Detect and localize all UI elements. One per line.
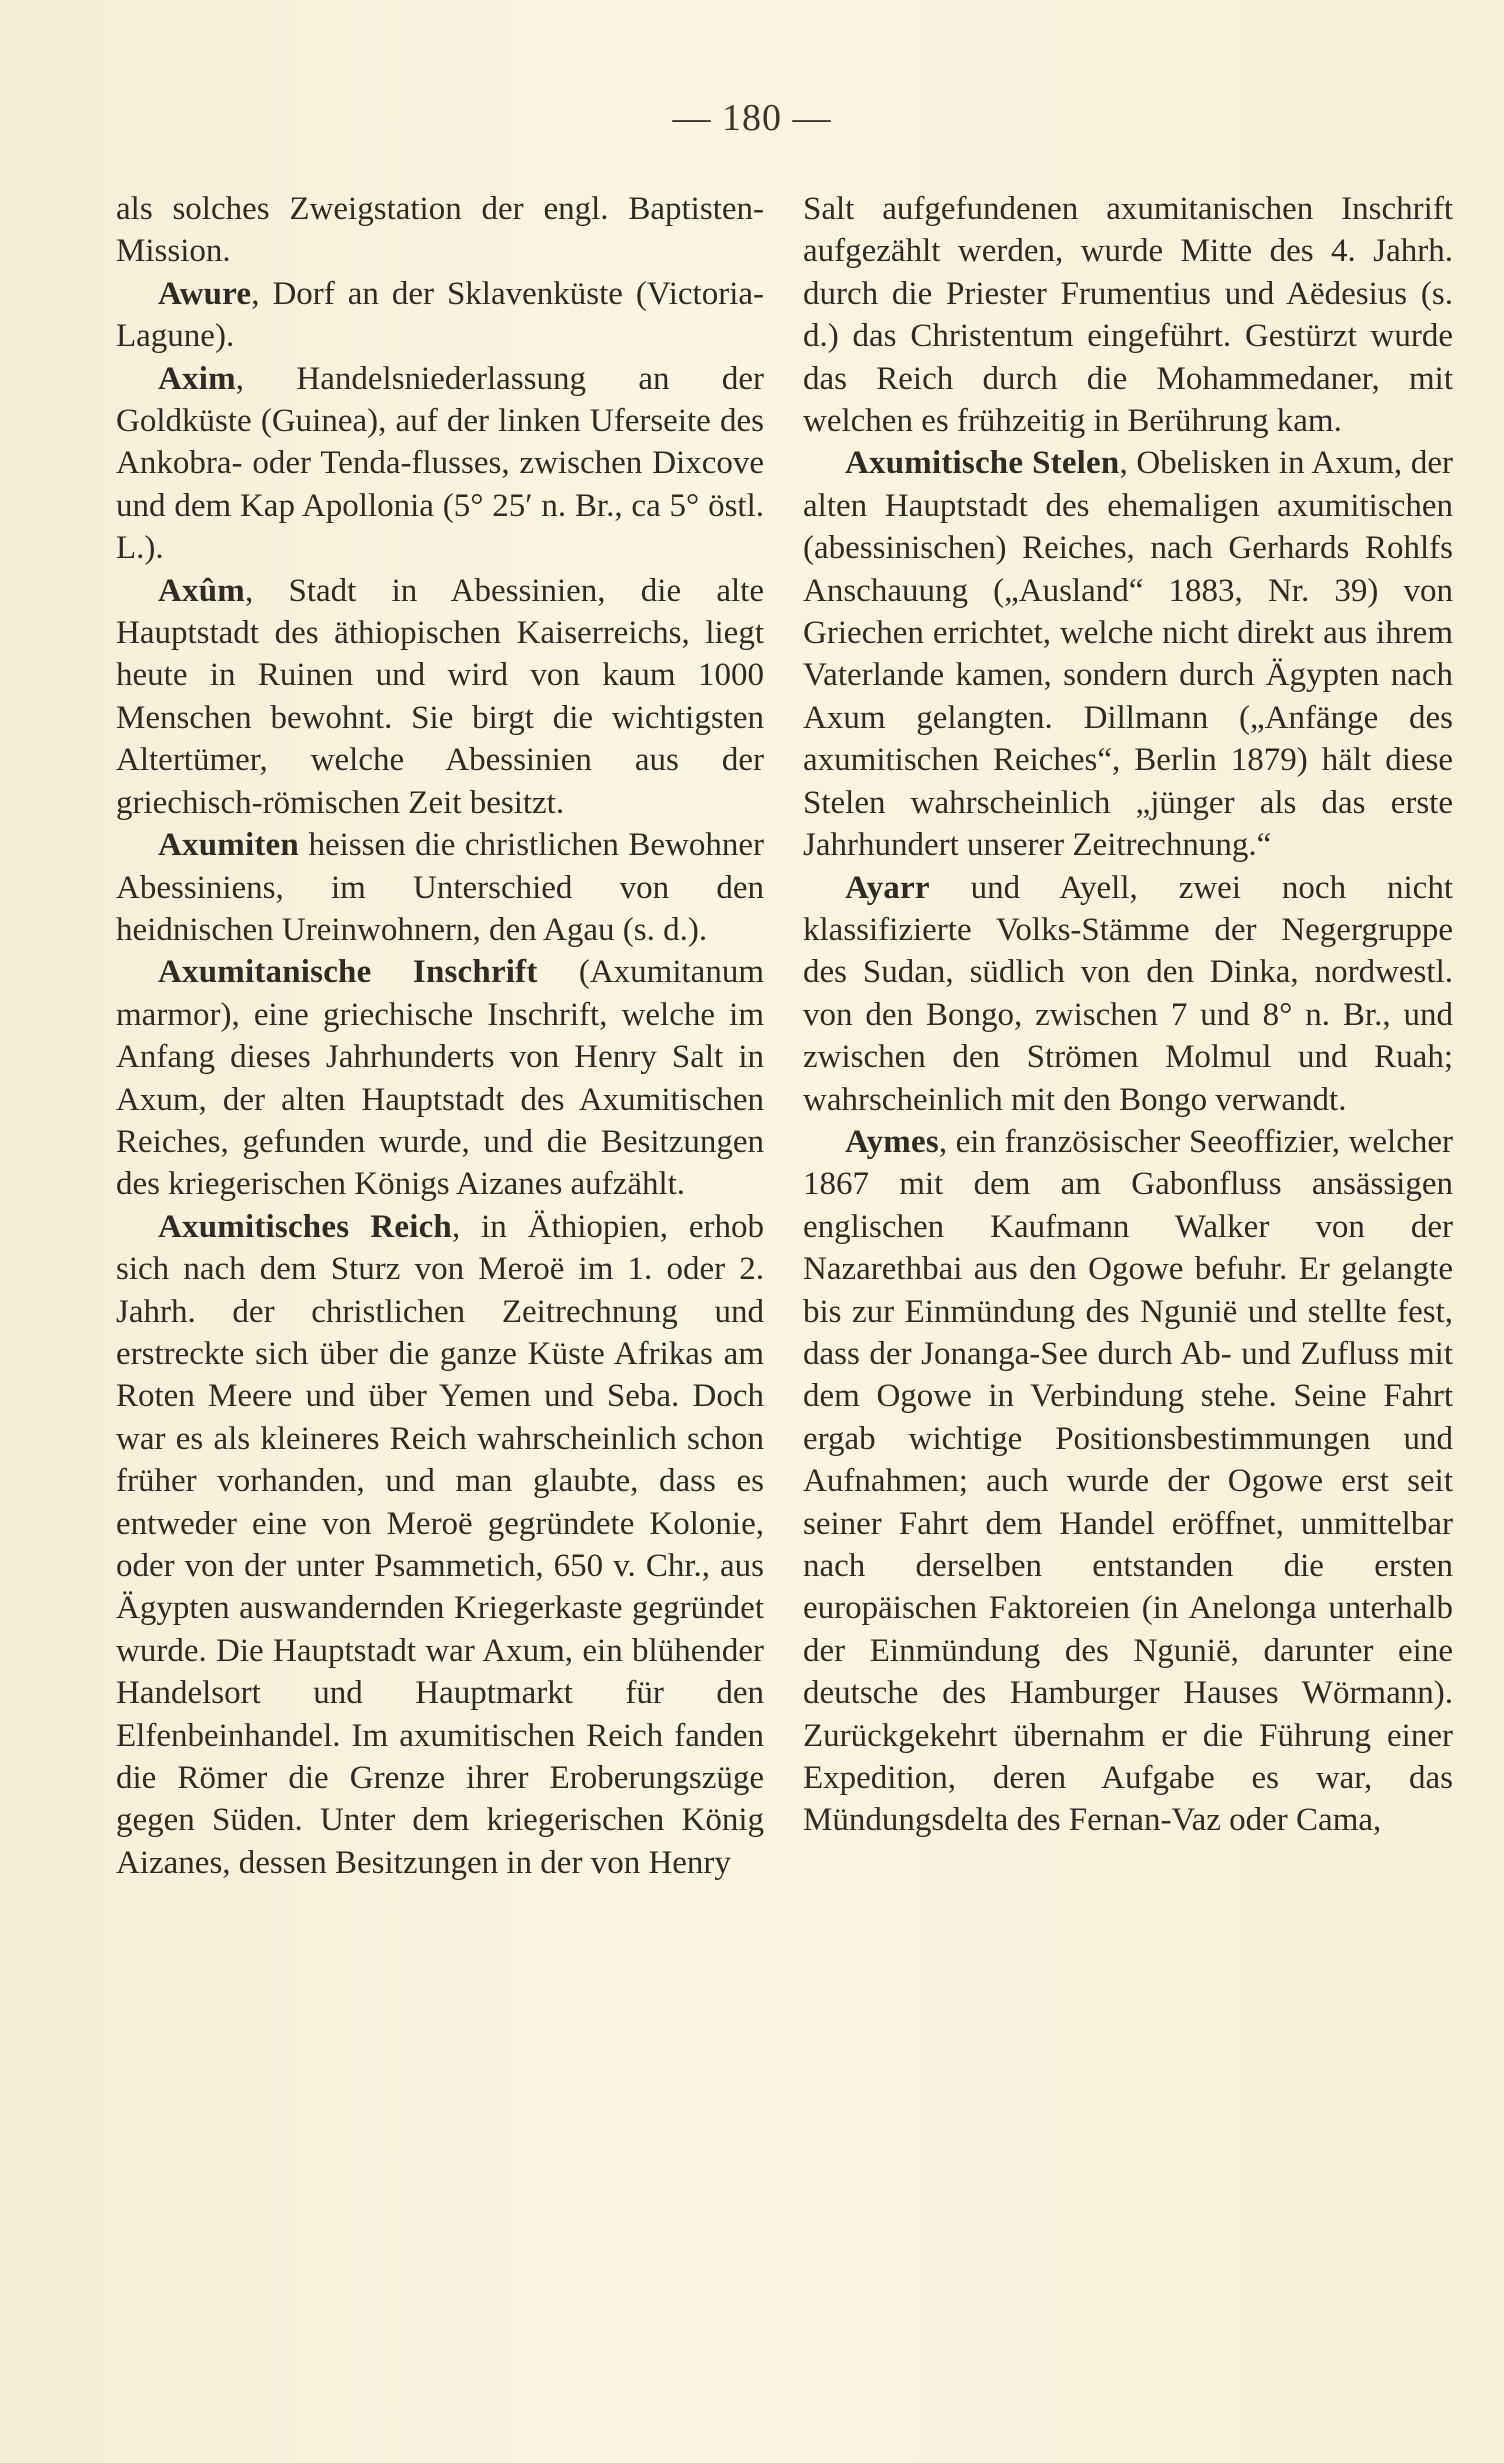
right-column <box>803 188 1453 1842</box>
entry-axumitisches-reich <box>116 1206 764 1885</box>
entry-text: , Handelsniederlassung an der Goldküste (Guinea), auf der linken Uferseite des Ankobra- oder Tenda-flusses, zwischen Dixcove und dem Kap Apollonia (5° 25′ n. Br., ca 5° östl. L.). <box>116 360 764 567</box>
entry-awure <box>116 273 764 358</box>
entry-lemma: Ayarr <box>845 869 930 906</box>
entry-lemma: Axumiten <box>158 827 299 864</box>
entry-lemma: Axumitische Stelen <box>845 445 1120 482</box>
page-number: — 180 — <box>672 97 832 139</box>
entry-lemma: Aymes <box>845 1123 939 1160</box>
entry-text: heissen die christlichen Bewohner Abessiniens, im Unterschied von den heidnischen Ureinwohnern, den Agau (s. d.). <box>116 827 764 948</box>
entry-text: , Obelisken in Axum, der alten Hauptstadt des ehemaligen axumitischen (abessinischen) Reiches, nach Gerhards Rohlfs Anschauung („Ausland“ 1883, Nr. 39) von Griechen errichtet, welche nicht direkt aus ihrem Vaterlande kamen, sondern durch Ägypten nach Axum gelangten. Dillmann („Anfänge des axumitischen Reiches“, Berlin 1879) hält diese Stelen wahrscheinlich „jünger als das erste Jahrhundert unserer Zeitrechnung.“ <box>803 445 1454 864</box>
entry-axum <box>116 570 764 824</box>
entry-lemma: Axumitanische Inschrift <box>158 954 538 991</box>
entry-continuation <box>803 188 1453 442</box>
entry-text: und Ayell, zwei noch nicht klassifizierte Volks-Stämme der Negergruppe des Sudan, südlich von den Dinka, nordwestl. von den Bongo, zwischen 7 und 8° n. Br., und zwischen den Strömen Molmul und Ruah; wahrscheinlich mit den Bongo verwandt. <box>803 869 1453 1118</box>
entry-text: , Dorf an der Sklavenküste (Victoria-Lagune). <box>116 275 764 355</box>
entry-aymes <box>803 1121 1453 1842</box>
entry-text: (Axumitanum marmor), eine griechische Inschrift, welche im Anfang dieses Jahrhunderts von Henry Salt in Axum, der alten Hauptstadt des Axumitischen Reiches, gefunden wurde, und die Besitzungen des kriegerischen Königs Aizanes aufzählt. <box>116 954 764 1203</box>
entry-text: als solches Zweigstation der engl. Baptisten-Mission. <box>116 191 764 270</box>
entry-text: , in Äthiopien, erhob sich nach dem Sturz von Meroë im 1. oder 2. Jahrh. der christlichen Zeitrechnung und erstreckte sich über die ganze Küste Afrikas am Roten Meere und über Yemen und Seba. Doch war es als kleineres Reich wahrscheinlich schon früher vorhanden, und man glaubte, dass es entweder eine von Meroë gegründete Kolonie, oder von der unter Psammetich, 650 v. Chr., aus Ägypten auswandernden Kriegerkaste gegründet wurde. Die Hauptstadt war Axum, ein blühender Handelsort und Hauptmarkt für den Elfenbeinhandel. Im axumitischen Reich fanden die Römer die Grenze ihrer Eroberungszüge gegen Süden. Unter dem kriegerischen König Aizanes, dessen Besitzungen in der von Henry <box>116 1208 764 1881</box>
entry-lemma: Axim <box>158 360 236 397</box>
entry-axumitanische-inschrift <box>116 951 764 1205</box>
entry-axumiten <box>116 824 764 951</box>
entry-lemma: Axumitisches Reich <box>158 1208 452 1245</box>
entry-lemma: Awure <box>158 275 252 312</box>
left-column <box>116 188 764 1884</box>
entry-text: Salt aufgefundenen axumitanischen Inschrift aufgezählt werden, wurde Mitte des 4. Jahrh. durch die Priester Frumentius und Aëdesius (s. d.) das Christentum eingeführt. Gestürzt wurde das Reich durch die Mohammedaner, mit welchen es frühzeitig in Berührung kam. <box>803 191 1453 440</box>
entry-continuation <box>116 188 764 273</box>
entry-axumitische-stelen <box>803 442 1453 866</box>
entry-text: , Stadt in Abessinien, die alte Hauptstadt des äthiopischen Kaiserreichs, liegt heute in Ruinen und wird von kaum 1000 Menschen bewohnt. Sie birgt die wichtigsten Altertümer, welche Abessinien aus der griechisch-römischen Zeit besitzt. <box>116 572 764 821</box>
entry-lemma: Axûm <box>158 572 245 609</box>
entry-axim <box>116 358 764 570</box>
entry-text: , ein französischer Seeoffizier, welcher 1867 mit dem am Gabonfluss ansässigen englischen Kaufmann Walker von der Nazarethbai aus den Ogowe befuhr. Er gelangte bis zur Einmündung des Nguniё und stellte fest, dass der Jonanga-See durch Ab- und Zufluss mit dem Ogowe in Verbindung stehe. Seine Fahrt ergab wichtige Positionsbestimmungen und Aufnahmen; auch wurde der Ogowe erst seit seiner Fahrt dem Handel eröffnet, unmittelbar nach derselben entstanden die ersten europäischen Faktoreien (in Anelonga unterhalb der Einmündung des Nguniё, darunter eine deutsche des Hamburger Hauses Wörmann). Zurückgekehrt übernahm er die Führung einer Expedition, deren Aufgabe es war, das Mündungsdelta des Fernan-Vaz oder Cama, <box>803 1123 1453 1839</box>
entry-ayarr <box>803 867 1453 1121</box>
